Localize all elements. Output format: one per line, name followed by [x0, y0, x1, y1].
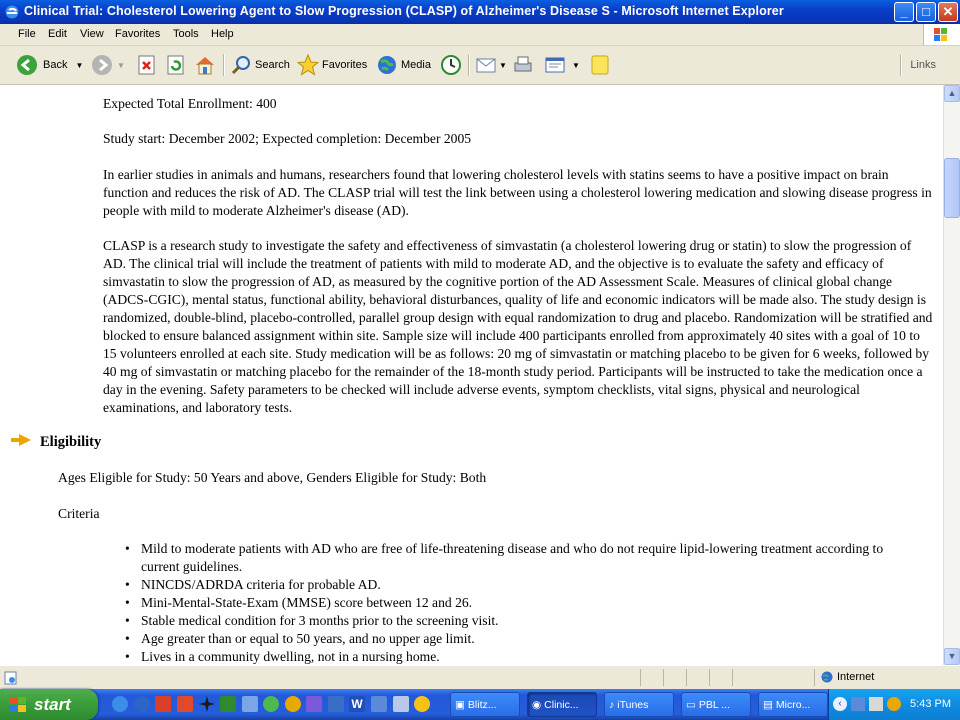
edit-dropdown-icon[interactable]: ▼	[572, 60, 580, 70]
enrollment-text: Expected Total Enrollment: 400	[103, 96, 277, 111]
quicklaunch-powerpoint-icon[interactable]	[155, 696, 171, 712]
task-button[interactable]: ▣ Blitz...	[450, 692, 520, 717]
criteria-list	[125, 540, 925, 665]
favorites-star-icon	[297, 54, 319, 76]
edit-button[interactable]	[544, 51, 580, 79]
back-arrow-icon	[16, 54, 38, 76]
powerpoint-task-icon: ▤	[763, 698, 773, 711]
home-button[interactable]	[194, 51, 216, 79]
quicklaunch-excel-icon[interactable]	[220, 696, 236, 712]
back-dropdown-icon[interactable]: ▼	[75, 60, 84, 70]
search-button[interactable]	[230, 51, 290, 79]
windows-logo-icon	[923, 24, 960, 45]
scroll-down-button[interactable]: ▼	[944, 648, 960, 665]
scroll-thumb[interactable]	[944, 158, 960, 218]
quicklaunch-network-icon[interactable]	[328, 696, 344, 712]
mail-icon	[475, 54, 497, 76]
favorites-label: Favorites	[322, 59, 368, 71]
tray-volume-icon[interactable]	[869, 697, 883, 711]
system-tray	[828, 689, 960, 720]
home-icon	[194, 54, 216, 76]
stop-icon	[136, 54, 158, 76]
toolbar	[0, 46, 960, 85]
list-item: • Mild to moderate patients with AD who are free of life-threatening disease and who do not require lipid-lowering treatment according to current guidelines.	[125, 540, 925, 576]
internet-globe-icon	[821, 671, 833, 683]
menu-file[interactable]: File	[18, 28, 36, 40]
quicklaunch-green-icon[interactable]	[263, 696, 279, 712]
close-button[interactable]: ✕	[938, 2, 958, 22]
note-icon	[589, 54, 611, 76]
minimize-button[interactable]: _	[894, 2, 914, 22]
section-arrow-icon	[11, 434, 33, 446]
quicklaunch-doc-icon[interactable]	[371, 696, 387, 712]
quicklaunch-browser-icon[interactable]	[134, 696, 150, 712]
list-item: • Lives in a community dwelling, not in a nursing home.	[125, 648, 925, 665]
list-item: • Stable medical condition for 3 months prior to the screening visit.	[125, 612, 925, 630]
quicklaunch-ie-icon[interactable]	[112, 696, 128, 712]
quicklaunch-window-icon[interactable]	[306, 696, 322, 712]
page-content	[0, 85, 943, 665]
list-item: • Mini-Mental-State-Exam (MMSE) score between 12 and 26.	[125, 594, 925, 612]
mail-dropdown-icon[interactable]: ▼	[499, 60, 507, 70]
windows-flag-icon	[8, 696, 28, 714]
back-label: Back	[43, 59, 68, 71]
back-button[interactable]	[16, 51, 83, 79]
quicklaunch-app-icon[interactable]	[177, 696, 193, 712]
tray-network-icon[interactable]	[851, 697, 865, 711]
description-paragraph: CLASP is a research study to investigate the safety and effectiveness of simvastatin (a cholesterol lowering drug or statin) to slow the progression of AD. The clinical trial will include the treatment of patients with mild to moderate AD, and the objective is to evaluate the safety and efficacy of simvastatin to slow the progression of AD, as measured by the cognitive portion of the AD Assessment Scale. Measures of clinical global change (ADCS-CGIC), mental status, functional ability, behavioral disturbances, quality of life and economic indicators will be made also. The study design is randomized, double-blind, placebo-controlled, parallel group design with equal randomization to drug and placebo. Randomization will be stratified and blocked to ensure balanced assignment within site. Sample size will include 400 participants enrolled from approximately 40 sites with a goal of 10 to 15 volunteers enrolled at each site. Study medication will be as follows: 20 mg of simvastatin or matching placebo to be given for 6 weeks, followed by 40 mg of simvastatin or matching placebo for the remainder of the 18-month study period. Participants will be instructed to take the medication once a day in the evening. Safety parameters to be checked will include adverse events, symptom checklists, vital signs, physical and neurological examinations, and laboratory tests.	[103, 238, 933, 415]
criteria-label: Criteria	[58, 506, 100, 521]
security-zone	[821, 671, 874, 683]
status-bar	[0, 665, 960, 690]
quicklaunch-plane-icon[interactable]	[199, 696, 215, 712]
summary-paragraph: In earlier studies in animals and humans, researchers found that lowering cholesterol levels with statins seems to have a positive impact on brain function and reduces the risk of AD. The CLASP trial will test the link between using a cholesterol lowering medication and slowing disease progress in people with mild to moderate Alzheimer's disease (AD).	[103, 167, 932, 218]
quicklaunch-tool-icon[interactable]	[393, 696, 409, 712]
list-item: • NINCDS/ADRDA criteria for probable AD.	[125, 576, 925, 594]
task-button-active[interactable]: ◉ Clinic...	[527, 692, 597, 717]
media-button[interactable]	[376, 51, 431, 79]
taskbar	[0, 689, 960, 720]
ie-icon	[4, 4, 20, 20]
menu-tools[interactable]: Tools	[173, 28, 199, 40]
quicklaunch-word-icon[interactable]: W	[349, 696, 365, 712]
links-label[interactable]: Links	[910, 59, 936, 71]
eligibility-heading: Eligibility	[40, 434, 102, 450]
media-label: Media	[401, 59, 431, 71]
forward-arrow-icon	[91, 54, 113, 76]
scroll-up-button[interactable]: ▲	[944, 85, 960, 102]
menu-bar	[0, 24, 960, 46]
print-button[interactable]	[512, 51, 534, 79]
menu-favorites[interactable]: Favorites	[115, 28, 161, 40]
refresh-button[interactable]	[165, 51, 187, 79]
quicklaunch-messenger-icon[interactable]	[242, 696, 258, 712]
start-label: start	[34, 694, 71, 714]
study-dates-text: Study start: December 2002; Expected completion: December 2005	[103, 131, 472, 146]
title-bar	[0, 0, 960, 24]
zone-label: Internet	[837, 671, 875, 683]
history-icon	[440, 54, 462, 76]
mail-button[interactable]	[475, 51, 507, 79]
search-icon	[230, 54, 252, 76]
discuss-button[interactable]	[589, 51, 611, 79]
ie-task-icon: ◉	[532, 698, 542, 711]
refresh-icon	[165, 54, 187, 76]
forward-dropdown-icon[interactable]: ▼	[117, 60, 125, 70]
favorites-button[interactable]	[297, 51, 367, 79]
menu-edit[interactable]: Edit	[48, 28, 67, 40]
menu-view[interactable]: View	[80, 28, 104, 40]
quicklaunch-media-icon[interactable]	[285, 696, 301, 712]
clock: 5:43 PM	[910, 698, 951, 710]
folder-icon: ▭	[686, 698, 696, 711]
tray-expand-icon[interactable]: ‹	[833, 697, 847, 711]
vertical-scrollbar[interactable]	[943, 85, 960, 665]
history-button[interactable]	[440, 51, 462, 79]
forward-button[interactable]	[91, 51, 125, 79]
blitz-icon: ▣	[455, 698, 465, 711]
menu-help[interactable]: Help	[211, 28, 234, 40]
start-button[interactable]	[0, 689, 98, 720]
task-button[interactable]: ♪ iTunes	[604, 692, 674, 717]
window-title: Clinical Trial: Cholesterol Lowering Agent to Slow Progression (CLASP) of Alzheimer's Disease S - Microsoft Internet Explorer	[24, 4, 784, 18]
media-globe-icon	[376, 54, 398, 76]
stop-button[interactable]	[136, 51, 158, 79]
print-icon	[512, 54, 534, 76]
edit-page-icon	[544, 54, 566, 76]
ages-genders-text: Ages Eligible for Study: 50 Years and above, Genders Eligible for Study: Both	[58, 470, 487, 485]
quicklaunch-yellow-icon[interactable]	[414, 696, 430, 712]
list-item: • Age greater than or equal to 50 years, and no upper age limit.	[125, 630, 925, 648]
task-button[interactable]: ▭ PBL ...	[681, 692, 751, 717]
search-label: Search	[255, 59, 290, 71]
tray-app-icon[interactable]	[887, 697, 901, 711]
task-button[interactable]: ▤ Micro...	[758, 692, 828, 717]
page-status-icon	[4, 671, 18, 685]
itunes-icon: ♪	[609, 698, 615, 711]
maximize-button[interactable]: □	[916, 2, 936, 22]
